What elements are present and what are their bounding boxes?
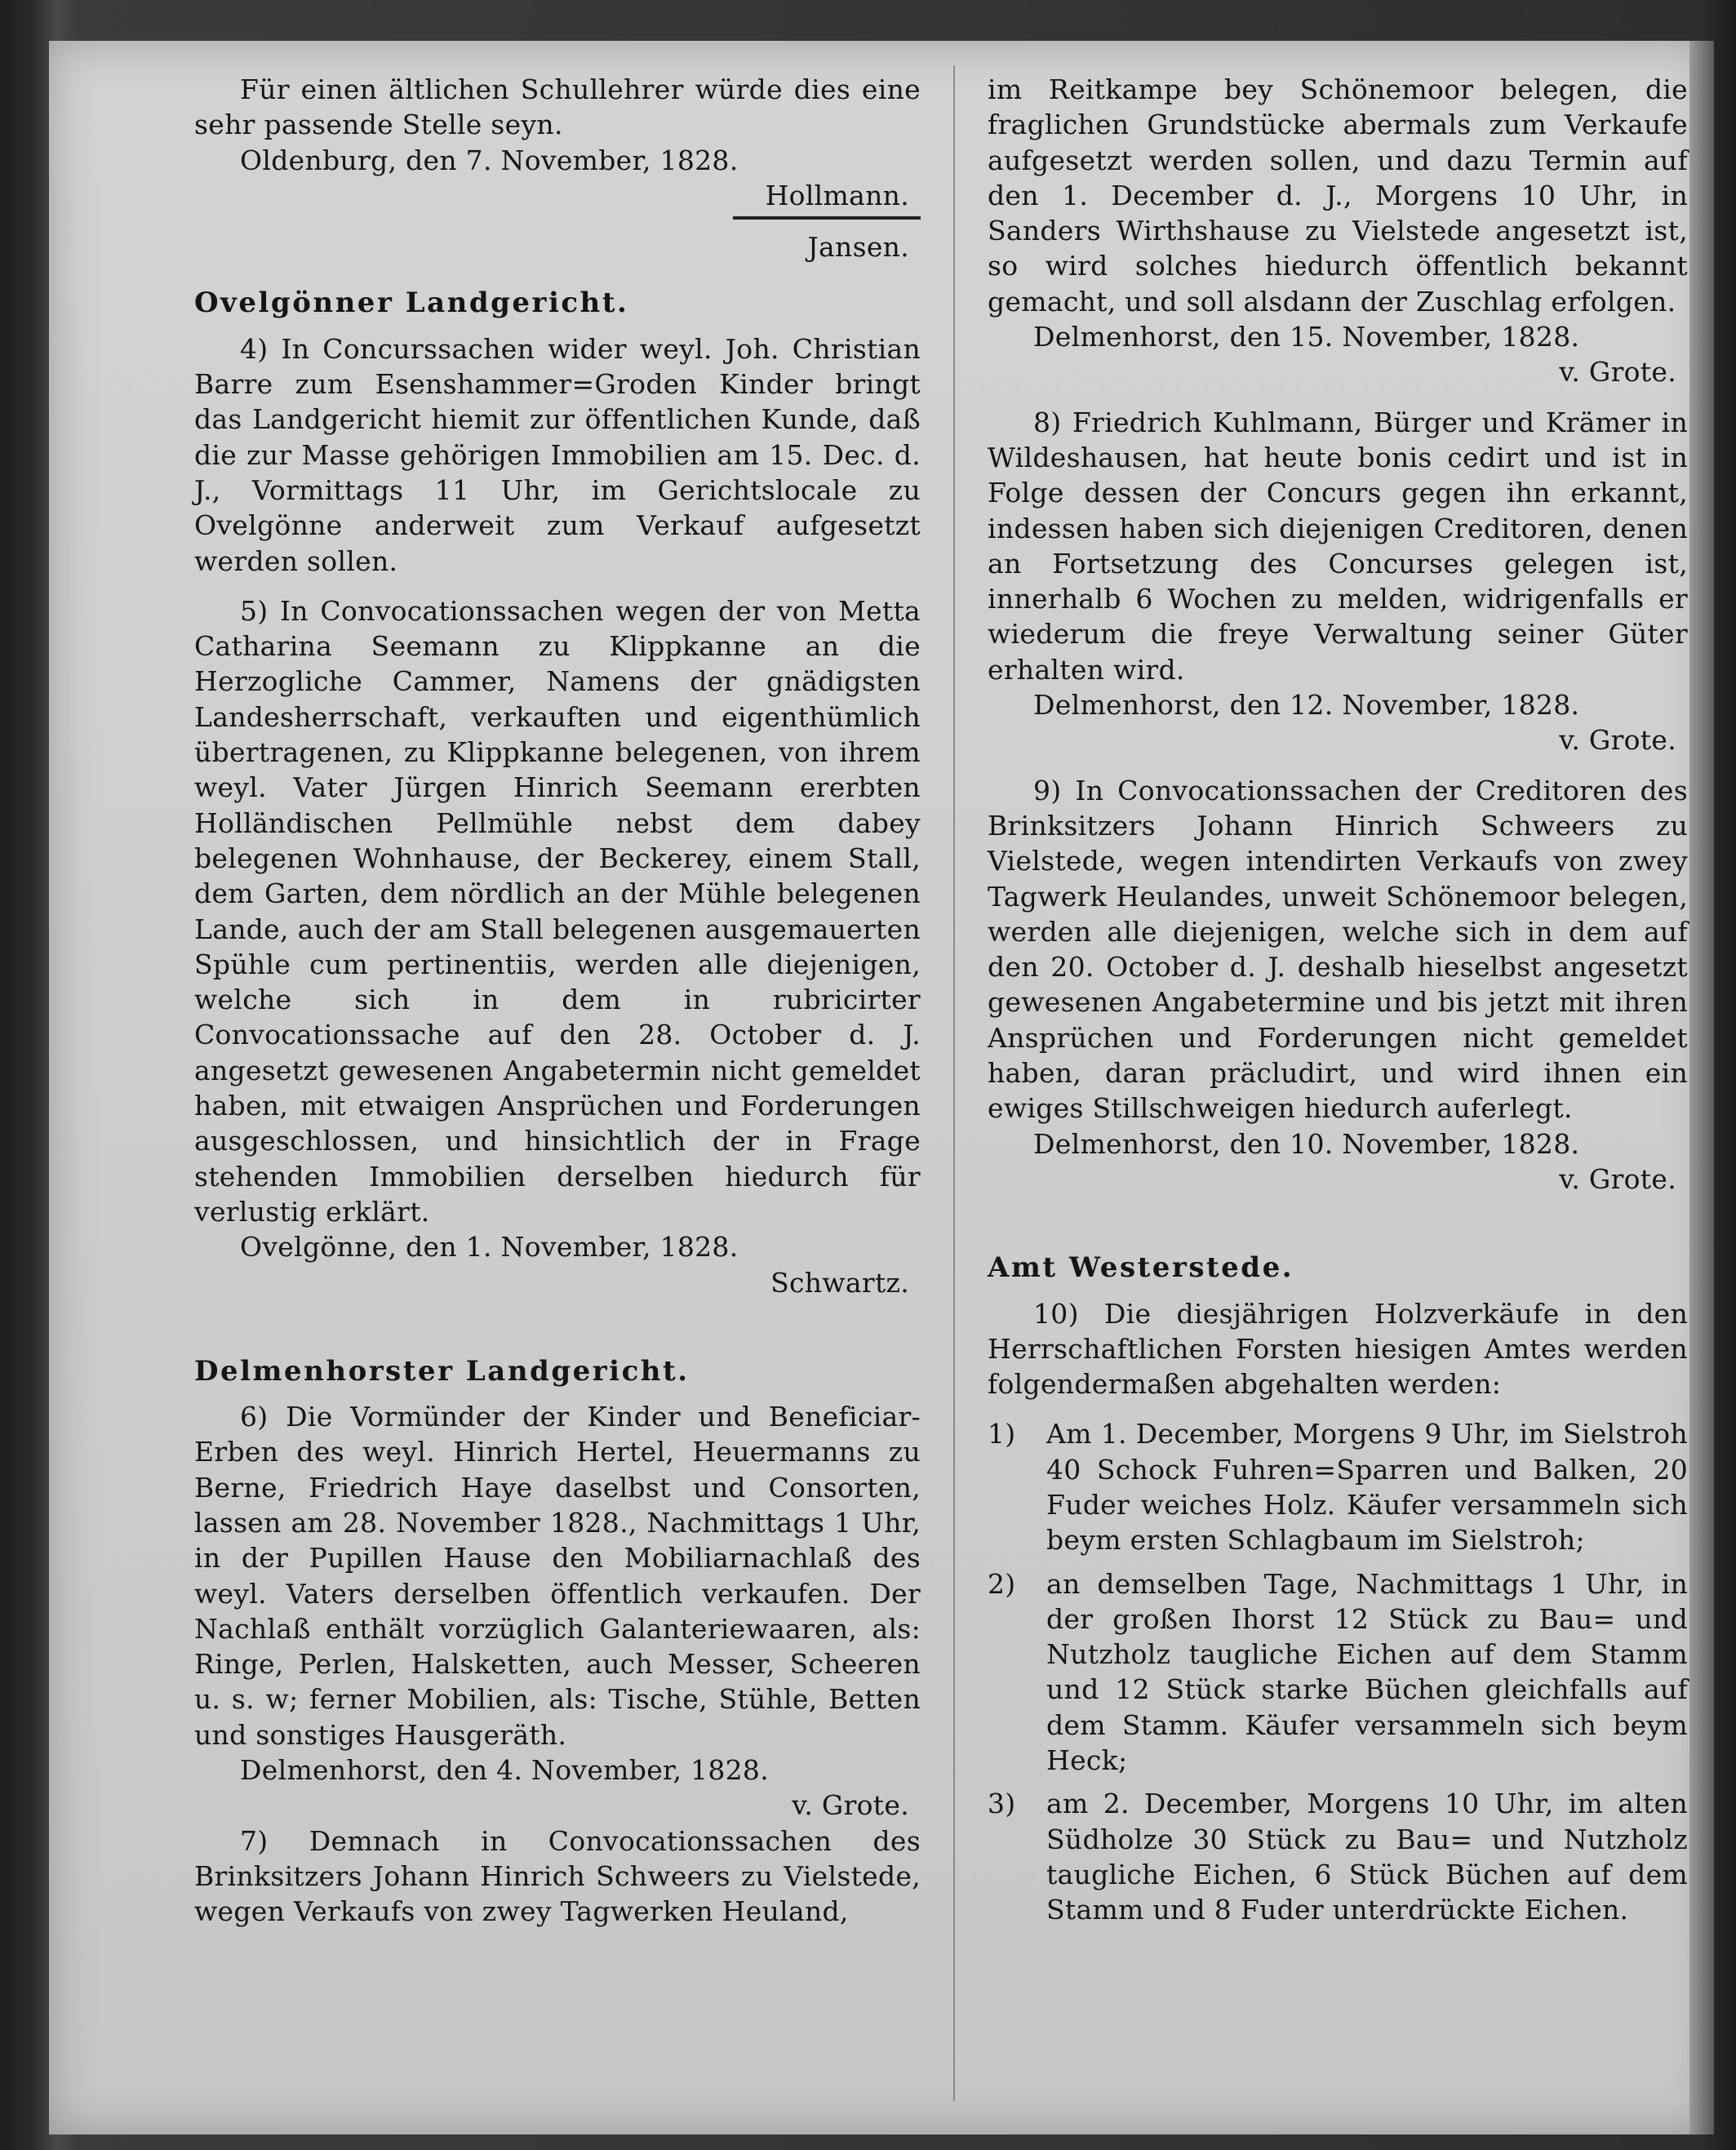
signature: Hollmann.	[765, 179, 909, 211]
notice-4: 4) In Concurssachen wider weyl. Joh. Christian Barre zum Esenshammer=Groden Kinder bringt das Landgericht hiemit zur öffentlichen Kunde, daß die zur Masse gehörigen Immobilien am 15. Dec. d. J., Vormittags 11 Uhr, im Gerichtslocale zu Ovelgönne anderweit zum Verkauf aufgesetzt werden sollen.	[194, 332, 921, 577]
section-heading: Ovelgönner Landgericht.	[194, 287, 629, 320]
list-item	[988, 1786, 1688, 1927]
signature: v. Grote.	[792, 1789, 909, 1822]
left-column	[194, 72, 921, 1930]
signature-rule	[733, 216, 921, 220]
dateline: Delmenhorst, den 10. November, 1828.	[1033, 1127, 1580, 1160]
notice-10: 10) Die diesjährigen Holzverkäufe in den Herrschaftlichen Forsten hiesigen Amtes werden folgendermaßen abgehalten werden:	[988, 1297, 1688, 1401]
notice-6: 6) Die Vormünder der Kinder und Beneficiar-Erben des weyl. Hinrich Hertel, Heuermanns zu Berne, Friedrich Haye daselbst und Consorten, lassen am 28. November 1828., Nachmittags 1 Uhr, in der Pupillen Hause den Mobiliarnachlaß des weyl. Vaters derselben öffentlich verkaufen. Der Nachlaß enthält vorzüglich Galanteriewaaren, als: Ringe, Perlen, Halsketten, auch Messer, Scheeren u. s. w; ferner Mobilien, als: Tische, Stühle, Betten und sonstiges Hausgeräth.	[194, 1401, 921, 1751]
dateline: Oldenburg, den 7. November, 1828.	[240, 144, 739, 176]
wood-sale-list	[988, 1416, 1688, 1927]
list-item	[988, 1416, 1688, 1557]
signature: Jansen.	[807, 231, 909, 264]
section-heading: Delmenhorster Landgericht.	[194, 1354, 690, 1388]
list-item-number: 2)	[988, 1567, 1016, 1600]
section-heading: Amt Westerstede.	[988, 1251, 1294, 1285]
notice-9: 9) In Convocationssachen der Creditoren des Brinksitzers Johann Hinrich Schweers zu Vielstede, wegen intendirten Verkaufs von zwey Tagwerk Heulandes, unweit Schönemoor belegen, werden alle diejenigen, welche sich in dem auf den 20. October d. J. deshalb hieselbst angesetzt gewesenen Angabetermine und bis jetzt mit ihren Ansprüchen und Forderungen nicht gemeldet haben, daran präcludirt, und wird ihnen ein ewiges Stillschweigen hiedurch auferlegt.	[988, 774, 1688, 1125]
notice-5: 5) In Convocationssachen wegen der von Metta Catharina Seemann zu Klippkanne an die Herzogliche Cammer, Namens der gnädigsten Landesherrschaft, verkauften und eigenthümlich übertragenen, zu Klippkanne belegenen, von ihrem weyl. Vater Jürgen Hinrich Seemann ererbten Holländischen Pellmühle nebst dem dabey belegenen Wohnhause, der Beckerey, einem Stall, dem Garten, dem nördlich an der Mühle belegenen Lande, auch der am Stall belegenen ausgemauerten Spühle cum pertinentiis, werden alle diejenigen, welche sich in dem in rubricirter Convocationssache auf den 28. October d. J. angesetzt gewesenen Angabetermin nicht gemeldet haben, mit etwaigen Ansprüchen und Forderungen ausgeschlossen, und hinsichtlich der in Frage stehenden Immobilien derselben hiedurch für verlustig erklärt.	[194, 594, 921, 1228]
notice-7: 7) Demnach in Convocationssachen des Brinksitzers Johann Hinrich Schweers zu Vielstede, wegen Verkaufs von zwey Tagwerken Heuland,	[194, 1824, 921, 1928]
dateline: Delmenhorst, den 4. November, 1828.	[240, 1754, 770, 1787]
list-item-number: 3)	[988, 1788, 1016, 1820]
dateline: Delmenhorst, den 12. November, 1828.	[1033, 689, 1580, 722]
signature: Schwartz.	[770, 1266, 909, 1299]
column-divider	[953, 65, 955, 2101]
right-column	[988, 72, 1688, 1936]
notice-7-continued: im Reitkampe bey Schönemoor belegen, die fraglichen Grundstücke abermals zum Verkaufe aufgesetzt werden sollen, und dazu Termin auf den 1. December d. J., Morgens 10 Uhr, in Sanders Wirthshause zu Vielstede angesetzt ist, so wird solches hiedurch öffentlich bekannt gemacht, und soll alsdann der Zuschlag erfolgen.	[988, 73, 1688, 318]
dateline: Delmenhorst, den 15. November, 1828.	[1033, 321, 1580, 353]
dateline: Ovelgönne, den 1. November, 1828.	[240, 1231, 739, 1264]
signature: v. Grote.	[1559, 356, 1676, 389]
list-item	[988, 1566, 1688, 1779]
list-item-text: Am 1. December, Morgens 9 Uhr, im Sielstroh 40 Schock Fuhren=Sparren und Balken, 20 Fuder weiches Holz. Käufer versammeln sich beym ersten Schlagbaum im Sielstroh;	[1046, 1418, 1688, 1557]
signature: v. Grote.	[1559, 724, 1676, 757]
page-spine-edge	[1689, 41, 1714, 2134]
list-item-text: an demselben Tage, Nachmittags 1 Uhr, in der großen Ihorst 12 Stück zu Bau= und Nutzholz taugliche Eichen auf dem Stamm und 12 Stück starke Büchen gleichfalls auf dem Stamm. Käufer versammeln sich beym Heck;	[1046, 1567, 1688, 1777]
notice-schoolteacher: Für einen ältlichen Schullehrer würde dies eine sehr passende Stelle seyn.	[194, 73, 921, 141]
list-item-text: am 2. December, Morgens 10 Uhr, im alten Südholze 30 Stück zu Bau= und Nutzholz taugliche Eichen, 6 Stück Büchen auf dem Stamm und 8 Fuder unterdrückte Eichen.	[1046, 1788, 1688, 1926]
signature: v. Grote.	[1559, 1162, 1676, 1195]
list-item-number: 1)	[988, 1418, 1016, 1450]
notice-8: 8) Friedrich Kuhlmann, Bürger und Krämer in Wildeshausen, hat heute bonis cedirt und ist in Folge dessen der Concurs gegen ihn erkannt, indessen haben sich diejenigen Creditoren, denen an Fortsetzung des Concurses gelegen ist, innerhalb 6 Wochen zu melden, widrigenfalls er wiederum die freye Verwaltung seiner Güter erhalten wird.	[988, 406, 1688, 686]
